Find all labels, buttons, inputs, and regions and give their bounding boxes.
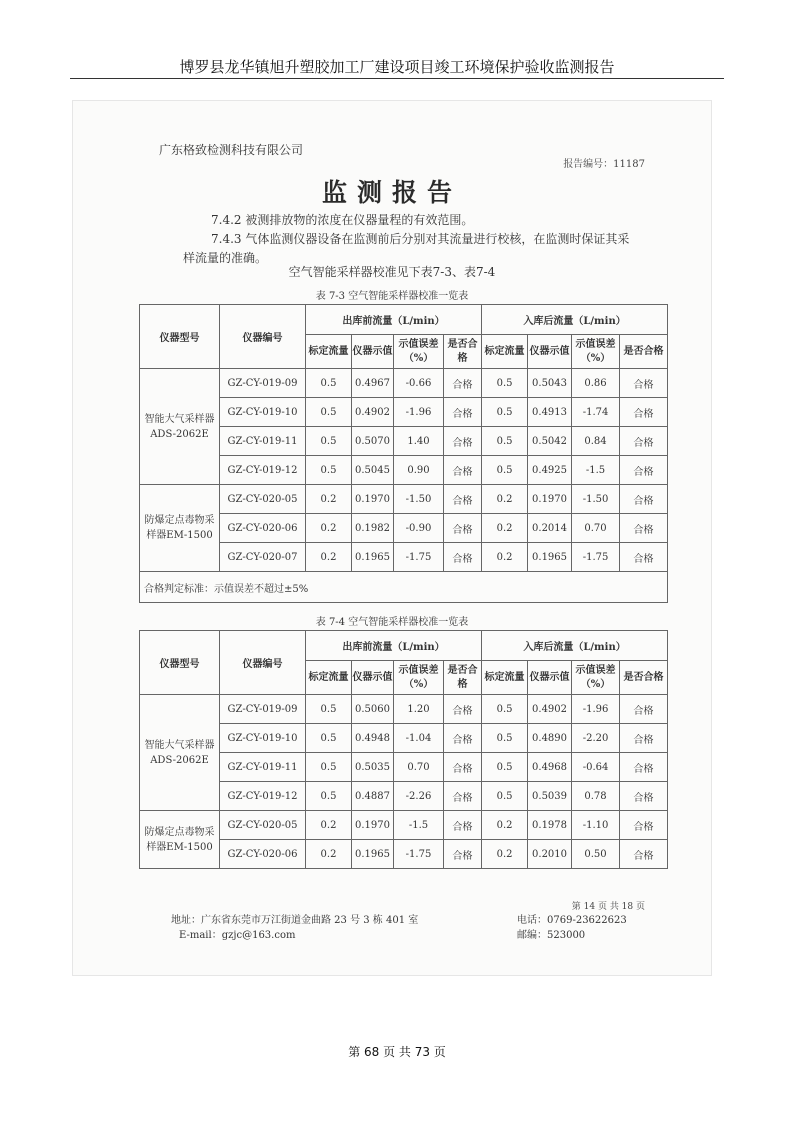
table-cell: 合格 [620,840,668,869]
table-cell: 0.70 [572,514,620,543]
table-cell: GZ-CY-019-12 [220,782,306,811]
table-cell: GZ-CY-020-07 [220,543,306,572]
table-cell: -2.26 [394,782,444,811]
email: E-mail：gzjc@163.com [179,930,296,941]
table-cell: 0.2 [306,485,352,514]
table-cell: 0.1965 [352,840,394,869]
header-number: 仪器编号 [220,305,306,369]
table-cell: 0.5 [482,724,528,753]
table-cell: -1.10 [572,811,620,840]
header-pass-after: 是否合格 [620,335,668,369]
table-cell: 0.1978 [528,811,572,840]
table-cell: 0.5 [482,398,528,427]
table-cell: GZ-CY-019-09 [220,369,306,398]
table-cell: 1.40 [394,427,444,456]
table-cell: 合格 [444,840,482,869]
table-cell: 0.5 [306,398,352,427]
scan-page-number: 第 14 页 共 18 页 [571,902,645,912]
table-cell: 0.4913 [528,398,572,427]
table-7-4-caption: 表 7-4 空气智能采样器校准一览表 [315,617,469,628]
table-cell: 0.5 [482,753,528,782]
paragraph-7-4-3: 7.4.3 气体监测仪器设备在监测前后分别对其流量进行校核，在监测时保证其采 [211,232,630,246]
table-cell: GZ-CY-019-11 [220,427,306,456]
table-cell: 0.5 [482,369,528,398]
table-row [140,543,668,572]
table-cell: 0.2 [482,543,528,572]
table-cell: 合格 [620,427,668,456]
table-row [140,514,668,543]
paragraph-7-4-2: 7.4.2 被测排放物的浓度在仪器量程的有效范围。 [211,213,474,227]
header-after-flow: 入库后流量（L/min） [482,631,668,661]
table-cell: 0.5 [482,427,528,456]
table-cell: 0.5 [482,695,528,724]
table-cell: 0.4902 [352,398,394,427]
table-cell: 0.2 [306,543,352,572]
table-cell: 0.5070 [352,427,394,456]
table-row [140,840,668,869]
table-cell: 0.5060 [352,695,394,724]
table-cell: 合格 [620,811,668,840]
table-cell: 0.4968 [528,753,572,782]
table-row [140,782,668,811]
table-cell: 0.4948 [352,724,394,753]
table-cell: -1.50 [394,485,444,514]
table-cell: 0.1965 [352,543,394,572]
table-cell: 合格 [620,456,668,485]
header-error-after: 示值误差（%） [572,661,620,695]
instrument-model: 智能大气采样器ADS-2062E [140,695,220,811]
table-cell: 合格 [444,695,482,724]
table-cell: 1.20 [394,695,444,724]
table-cell: 0.5 [482,456,528,485]
header-error-after: 示值误差（%） [572,335,620,369]
instrument-model: 防爆定点毒物采样器EM-1500 [140,485,220,572]
table-cell: GZ-CY-020-05 [220,811,306,840]
table-cell: 合格 [620,398,668,427]
pass-criteria-note: 合格判定标准：示值误差不超过±5% [140,572,668,603]
table-cell: 合格 [620,485,668,514]
table-cell: 合格 [620,695,668,724]
table-row [140,485,668,514]
postcode: 邮编：523000 [517,930,586,941]
table-cell: 合格 [444,369,482,398]
table-cell: GZ-CY-020-06 [220,514,306,543]
table-cell: 0.1970 [352,485,394,514]
header-rated-after: 标定流量 [482,335,528,369]
table-row [140,811,668,840]
header-shown-before: 仪器示值 [352,661,394,695]
scanned-report-page [72,100,712,976]
table-cell: 合格 [444,782,482,811]
table-cell: 0.1982 [352,514,394,543]
table-cell: 0.5 [482,782,528,811]
table-cell: -1.75 [394,543,444,572]
table-cell: 合格 [444,514,482,543]
table-cell: 合格 [620,724,668,753]
table-cell: 合格 [444,485,482,514]
header-pass-before: 是否合格 [444,661,482,695]
table-cell: 0.1970 [352,811,394,840]
table-cell: 0.4967 [352,369,394,398]
table-cell: -1.5 [394,811,444,840]
address: 地址：广东省东莞市万江街道金曲路 23 号 3 栋 401 室 [171,915,419,926]
table-cell: -2.20 [572,724,620,753]
table-cell: 0.5039 [528,782,572,811]
header-model: 仪器型号 [140,631,220,695]
instrument-model: 防爆定点毒物采样器EM-1500 [140,811,220,869]
table-row [140,427,668,456]
table-cell: -1.5 [572,456,620,485]
table-cell: 0.2010 [528,840,572,869]
table-cell: GZ-CY-020-05 [220,485,306,514]
table-cell: GZ-CY-019-12 [220,456,306,485]
header-before-flow: 出库前流量（L/min） [306,631,482,661]
table-cell: -0.64 [572,753,620,782]
table-cell: -1.04 [394,724,444,753]
table-cell: 0.5 [306,369,352,398]
table-cell: -1.75 [394,840,444,869]
header-pass-after: 是否合格 [620,661,668,695]
table-row [140,398,668,427]
table-cell: 0.4890 [528,724,572,753]
header-rated-before: 标定流量 [306,335,352,369]
table-7-3 [139,304,668,603]
table-cell: 0.5042 [528,427,572,456]
table-cell: 0.2 [482,811,528,840]
table-cell: 合格 [444,427,482,456]
table-cell: 0.2 [482,840,528,869]
table-cell: 0.50 [572,840,620,869]
company-name: 广东格致检测科技有限公司 [159,143,304,157]
report-title: 监测报告 [321,178,462,207]
table-cell: 0.5035 [352,753,394,782]
table-cell: -1.96 [394,398,444,427]
table-cell: 0.90 [394,456,444,485]
table-cell: 0.78 [572,782,620,811]
page-header: 博罗县龙华镇旭升塑胶加工厂建设项目竣工环境保护验收监测报告 [179,58,615,76]
table-cell: 0.86 [572,369,620,398]
table-row [140,753,668,782]
table-cell: 0.5 [306,695,352,724]
table-cell: -1.96 [572,695,620,724]
phone: 电话：0769-23622623 [517,915,627,926]
table-cell: 合格 [444,724,482,753]
table-cell: 0.4887 [352,782,394,811]
table-7-4 [139,630,668,869]
paragraph-7-4-3-cont: 样流量的准确。 [183,251,268,265]
table-row [140,695,668,724]
header-shown-after: 仪器示值 [528,661,572,695]
table-cell: 0.5043 [528,369,572,398]
header-after-flow: 入库后流量（L/min） [482,305,668,335]
report-number: 报告编号：11187 [563,159,645,170]
tables-intro: 空气智能采样器校准见下表7-3、表7-4 [288,265,496,279]
table-cell: GZ-CY-019-09 [220,695,306,724]
table-cell: 合格 [620,753,668,782]
table-row [140,369,668,398]
table-cell: 0.2 [306,514,352,543]
table-cell: 0.2014 [528,514,572,543]
table-cell: 0.5045 [352,456,394,485]
table-cell: 0.5 [306,427,352,456]
address-block [171,913,418,943]
table-row [140,724,668,753]
table-cell: 合格 [444,753,482,782]
table-cell: 0.5 [306,724,352,753]
table-cell: -1.75 [572,543,620,572]
table-cell: 0.5 [306,456,352,485]
table-cell: 0.5 [306,782,352,811]
table-cell: 合格 [620,369,668,398]
header-rated-before: 标定流量 [306,661,352,695]
table-cell: -1.50 [572,485,620,514]
table-cell: 合格 [444,398,482,427]
table-cell: 合格 [444,456,482,485]
header-rule [70,78,724,79]
header-shown-after: 仪器示值 [528,335,572,369]
table-cell: 0.2 [482,514,528,543]
table-cell: 0.2 [306,811,352,840]
table-cell: 0.70 [394,753,444,782]
header-rated-after: 标定流量 [482,661,528,695]
table-7-3-caption: 表 7-3 空气智能采样器校准一览表 [315,291,469,302]
table-cell: 合格 [620,543,668,572]
table-cell: 0.2 [306,840,352,869]
contact-block [517,913,627,943]
header-error-before: 示值误差（%） [394,335,444,369]
header-before-flow: 出库前流量（L/min） [306,305,482,335]
instrument-model: 智能大气采样器ADS-2062E [140,369,220,485]
table-cell: GZ-CY-020-06 [220,840,306,869]
table-cell: GZ-CY-019-11 [220,753,306,782]
table-cell: 0.5 [306,753,352,782]
header-number: 仪器编号 [220,631,306,695]
table-cell: 0.2 [482,485,528,514]
table-cell: 合格 [620,782,668,811]
table-cell: 合格 [444,543,482,572]
header-model: 仪器型号 [140,305,220,369]
table-cell: 0.1965 [528,543,572,572]
table-cell: 0.4902 [528,695,572,724]
table-cell: 0.4925 [528,456,572,485]
table-cell: GZ-CY-019-10 [220,724,306,753]
table-cell: GZ-CY-019-10 [220,398,306,427]
table-cell: -0.66 [394,369,444,398]
table-cell: 0.84 [572,427,620,456]
header-pass-before: 是否合格 [444,335,482,369]
table-row [140,456,668,485]
table-cell: 合格 [620,514,668,543]
header-shown-before: 仪器示值 [352,335,394,369]
page-footer: 第 68 页 共 73 页 [348,1045,446,1059]
table-cell: -0.90 [394,514,444,543]
table-cell: 合格 [444,811,482,840]
table-cell: 0.1970 [528,485,572,514]
header-error-before: 示值误差（%） [394,661,444,695]
table-cell: -1.74 [572,398,620,427]
